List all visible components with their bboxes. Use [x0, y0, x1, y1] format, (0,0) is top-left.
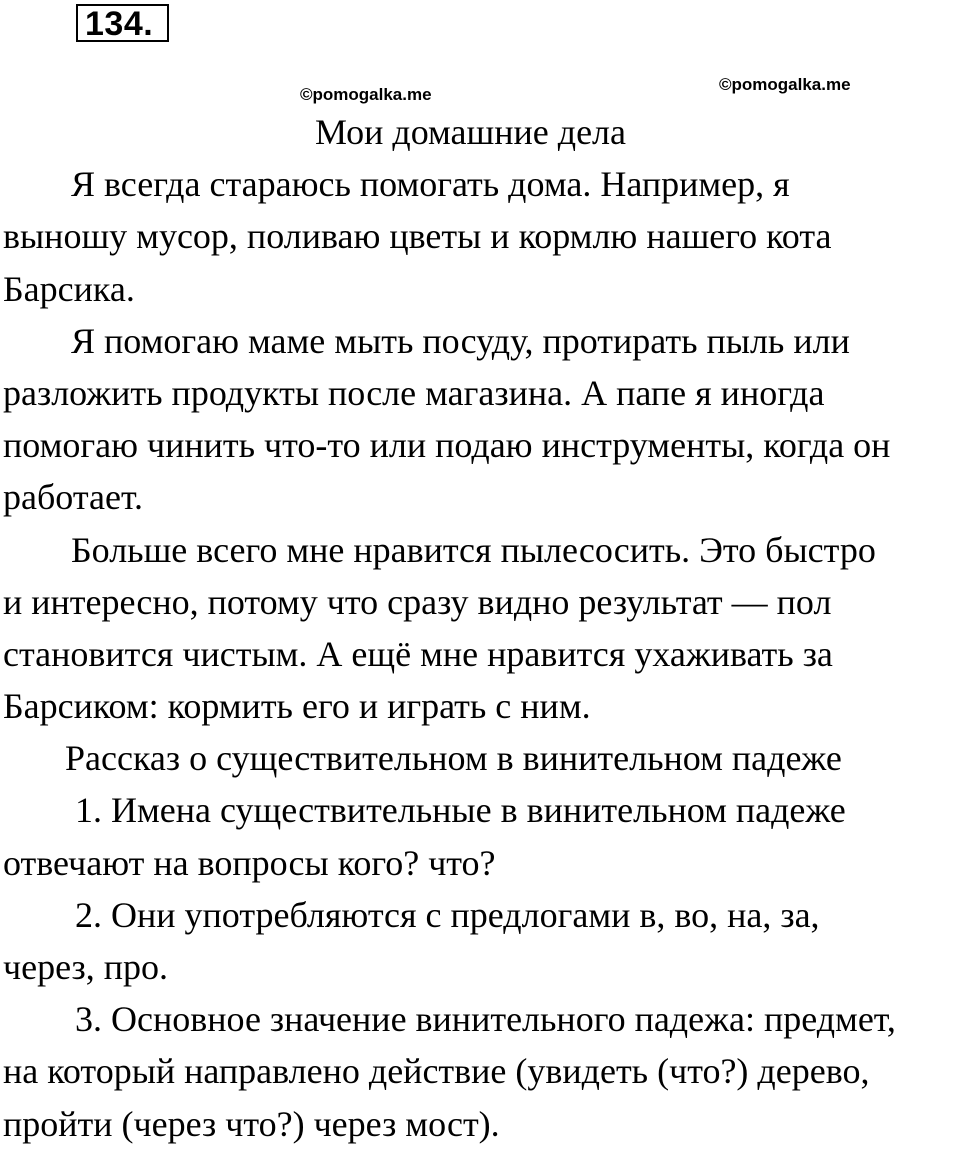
text-line: выношу мусор, поливаю цветы и кормлю нашего кота: [3, 216, 832, 257]
text-line: на который направлено действие (увидеть (что?) дерево,: [3, 1051, 870, 1092]
text-line: 1. Имена существительные в винительном падеже: [75, 790, 846, 831]
watermark: ©pomogalka.me: [719, 75, 851, 94]
section-heading: Рассказ о существительном в винительном падеже: [65, 738, 842, 779]
document-title: Мои домашние дела: [315, 112, 626, 152]
text-line: помогаю чинить что-то или подаю инструменты, когда он: [3, 425, 891, 466]
text-line: становится чистым. А ещё мне нравится ухаживать за: [3, 633, 833, 674]
text-line: разложить продукты после магазина. А папе я иногда: [3, 372, 825, 413]
task-number: 134.: [76, 4, 169, 42]
text-line: отвечают на вопросы кого? что?: [3, 842, 496, 883]
text-line: Барсиком: кормить его и играть с ним.: [3, 686, 591, 727]
text-line: через, про.: [3, 947, 168, 987]
text-line: Я помогаю маме мыть посуду, протирать пыль или: [71, 320, 850, 361]
text-line: Барсика.: [3, 268, 135, 309]
text-line: пройти (через что?) через мост).: [3, 1103, 500, 1144]
text-line: 2. Они употребляются с предлогами в, во, на, за,: [75, 894, 820, 935]
text-line: 3. Основное значение винительного падежа: предмет,: [75, 999, 896, 1040]
text-line: Я всегда стараюсь помогать дома. Например, я: [71, 164, 790, 205]
text-line: работает.: [3, 477, 143, 518]
text-line: и интересно, потому что сразу видно результат — пол: [3, 581, 832, 622]
watermark: ©pomogalka.me: [300, 85, 432, 104]
document-body: [3, 106, 960, 1150]
text-line: Больше всего мне нравится пылесосить. Это быстро: [71, 529, 876, 570]
